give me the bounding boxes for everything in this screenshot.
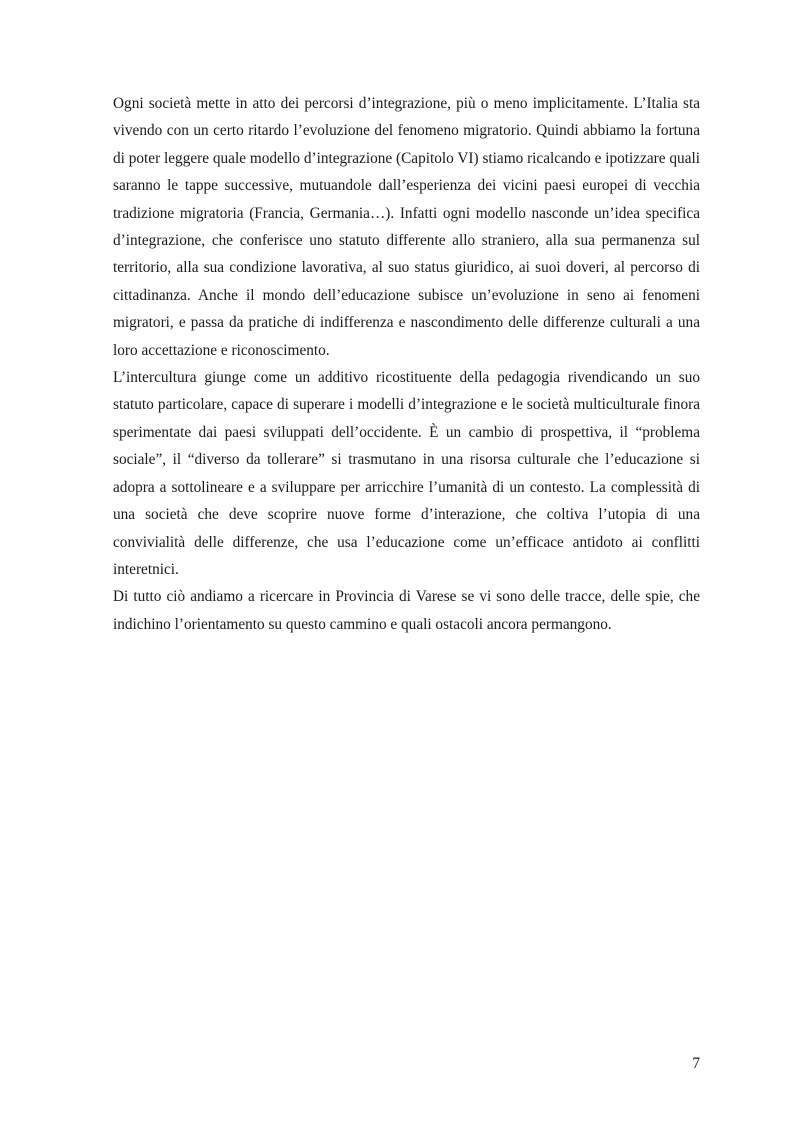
paragraph-2: L’intercultura giunge come un additivo ricostituente della pedagogia rivendicando un suo statuto particolare, capace di superare i modelli d’integrazione e le società multiculturale finora sperimentate dai paesi sviluppati dell’occidente. È un cambio di prospettiva, il “problema sociale”, il “diverso da tollerare” si trasmutano in una risorsa culturale che l’educazione si adopra a sottolineare e a sviluppare per arricchire l’umanità di un contesto. La complessità di una società che deve scoprire nuove forme d’interazione, che coltiva l’utopia di una convivialità delle differenze, che usa l’educazione come un’efficace antidoto ai conflitti interetnici. bbox=[113, 369, 700, 578]
body-text bbox=[113, 90, 700, 638]
paragraph-3: Di tutto ciò andiamo a ricercare in Provincia di Varese se vi sono delle tracce, delle spie, che indichino l’orientamento su questo cammino e quali ostacoli ancora permangono. bbox=[113, 588, 700, 633]
paragraph-1: Ogni società mette in atto dei percorsi d’integrazione, più o meno implicitamente. L’Italia sta vivendo con un certo ritardo l’evoluzione del fenomeno migratorio. Quindi abbiamo la fortuna di poter leggere quale modello d’integrazione (Capitolo VI) stiamo ricalcando e ipotizzare quali saranno le tappe successive, mutuandole dall’esperienza dei vicini paesi europei di vecchia tradizione migratoria (Francia, Germania…). Infatti ogni modello nasconde un’idea specifica d’integrazione, che conferisce uno statuto differente allo straniero, alla sua permanenza sul territorio, alla sua condizione lavorativa, al suo status giuridico, ai suoi doveri, al percorso di cittadinanza. Anche il mondo dell’educazione subisce un’evoluzione in seno ai fenomeni migratori, e passa da pratiche di indifferenza e nascondimento delle differenze culturali a una loro accettazione e riconoscimento. bbox=[113, 95, 700, 359]
page-number: 7 bbox=[692, 1055, 700, 1072]
